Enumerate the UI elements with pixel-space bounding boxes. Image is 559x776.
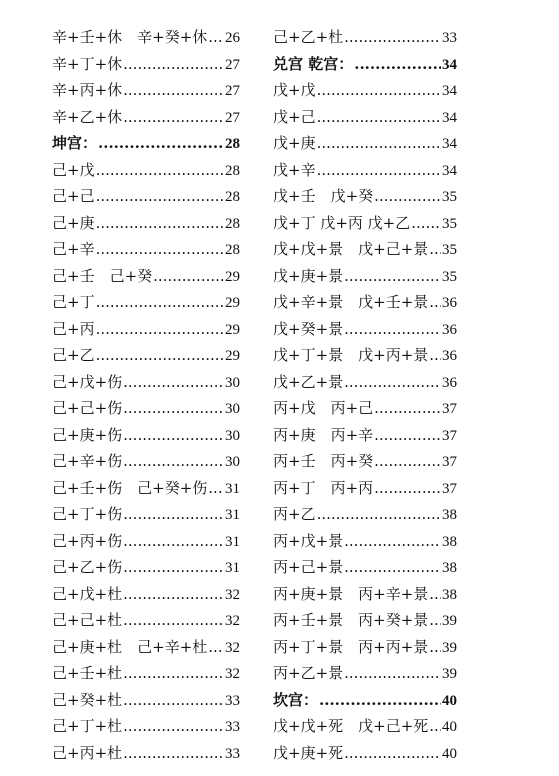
dot-leader — [123, 713, 224, 740]
toc-entry-label: 己+壬 己+癸 — [52, 266, 153, 285]
toc-entry — [52, 422, 240, 449]
dot-leader — [123, 581, 224, 608]
dot-leader — [123, 77, 224, 104]
toc-entry — [273, 395, 457, 422]
toc-page-number: 35 — [442, 215, 457, 232]
toc-entry — [52, 51, 240, 78]
toc-page-number: 29 — [225, 348, 240, 364]
toc-page-number: 37 — [442, 427, 457, 444]
toc-entry-label: 丙+乙 — [273, 505, 316, 523]
toc-page-number: 36 — [442, 348, 457, 364]
dot-leader — [96, 210, 224, 237]
toc-entry-label: 辛+壬+休 辛+癸+休 — [52, 28, 208, 46]
toc-entry-label: 丙+己+景 — [273, 558, 344, 576]
toc-entry — [273, 660, 457, 687]
dot-leader — [153, 263, 224, 290]
toc-entry-label: 己+庚+伤 — [52, 425, 123, 444]
toc-entry-label: 丙+乙+景 — [273, 664, 344, 682]
toc-entry — [273, 740, 457, 767]
toc-entry — [273, 607, 457, 634]
toc-entry-label: 戊+壬 戊+癸 — [273, 187, 374, 205]
toc-entry — [52, 634, 240, 661]
toc-page-number: 29 — [225, 268, 240, 285]
dot-leader — [123, 501, 224, 528]
toc-page-number: 32 — [225, 639, 240, 656]
dot-leader — [317, 130, 441, 157]
toc-column-left — [52, 24, 240, 766]
toc-entry — [52, 342, 240, 369]
toc-page-number: 32 — [225, 666, 240, 682]
dot-leader — [344, 660, 441, 687]
toc-entry-label: 戊+庚+死 — [273, 743, 344, 762]
dot-leader — [96, 342, 224, 369]
dot-leader — [429, 581, 441, 608]
toc-entry-label: 己+丁+杜 — [52, 717, 123, 735]
toc-entry-label: 戊+辛+景 戊+壬+景 — [273, 293, 429, 311]
toc-entry — [273, 210, 457, 237]
toc-entry-label: 己+丁 — [52, 293, 95, 311]
toc-page-number: 29 — [225, 321, 240, 338]
toc-page-number: 27 — [225, 83, 240, 99]
toc-entry-label: 戊+戊+死 戊+己+死 — [273, 717, 429, 735]
toc-entry-label: 己+己+伤 — [52, 399, 123, 417]
dot-leader — [344, 263, 441, 290]
toc-page-number: 40 — [442, 745, 457, 762]
dot-leader — [317, 157, 441, 184]
toc-page-number: 40 — [442, 692, 457, 709]
toc-entry — [52, 210, 240, 237]
dot-leader — [123, 51, 224, 78]
toc-page-number: 37 — [442, 480, 457, 497]
toc-entry-label: 丙+壬 丙+癸 — [273, 452, 374, 470]
toc-entry-label: 己+乙+杜 — [273, 28, 344, 46]
toc-entry — [273, 130, 457, 157]
toc-entry-label: 丙+庚 丙+辛 — [273, 425, 374, 444]
toc-section-heading — [273, 687, 457, 714]
toc-entry-label: 己+丙+伤 — [52, 531, 123, 550]
toc-entry — [52, 104, 240, 131]
toc-entry — [273, 77, 457, 104]
toc-page-number: 35 — [442, 242, 457, 258]
toc-entry-label: 戊+庚+景 — [273, 266, 344, 285]
toc-page-number: 40 — [442, 719, 457, 735]
toc-entry — [52, 607, 240, 634]
toc-entry-label: 己+庚+杜 己+辛+杜 — [52, 637, 208, 656]
toc-entry — [273, 713, 457, 740]
toc-entry-label: 己+乙 — [52, 346, 95, 364]
toc-entry — [52, 528, 240, 555]
toc-entry — [273, 528, 457, 555]
toc-page-number: 32 — [225, 613, 240, 629]
dot-leader — [429, 634, 441, 661]
dot-leader — [98, 130, 224, 157]
toc-entry-label: 己+庚 — [52, 213, 95, 232]
toc-entry — [273, 104, 457, 131]
toc-entry-label: 己+辛 — [52, 240, 95, 258]
toc-page-number: 38 — [442, 560, 457, 576]
toc-entry-label: 戊+庚 — [273, 134, 316, 152]
dot-leader — [123, 554, 224, 581]
toc-page-number: 34 — [442, 83, 457, 99]
toc-page-number: 30 — [225, 374, 240, 391]
toc-entry — [52, 369, 240, 396]
dot-leader — [123, 448, 224, 475]
toc-entry — [273, 157, 457, 184]
dot-leader — [374, 395, 441, 422]
toc-entry — [273, 289, 457, 316]
toc-page-number: 33 — [225, 719, 240, 735]
toc-entry — [273, 263, 457, 290]
toc-entry — [273, 554, 457, 581]
toc-entry — [273, 475, 457, 502]
toc-page-number: 39 — [442, 666, 457, 682]
toc-page-number: 35 — [442, 189, 457, 205]
toc-page-number: 37 — [442, 454, 457, 470]
toc-page-number: 27 — [225, 109, 240, 126]
dot-leader — [319, 687, 441, 714]
toc-entry-label: 己+乙+伤 — [52, 558, 123, 576]
toc-entry-label: 己+壬+杜 — [52, 664, 123, 682]
toc-page-number: 26 — [225, 30, 240, 46]
toc-entry-label: 己+丙+杜 — [52, 743, 123, 762]
toc-entry — [52, 448, 240, 475]
toc-page-number: 34 — [442, 136, 457, 152]
toc-entry — [52, 289, 240, 316]
toc-entry — [52, 660, 240, 687]
dot-leader — [123, 687, 224, 714]
toc-page-number: 28 — [225, 242, 240, 258]
dot-leader — [123, 660, 224, 687]
toc-entry-label: 辛+丙+休 — [52, 81, 123, 99]
dot-leader — [344, 528, 441, 555]
dot-leader — [344, 369, 441, 396]
toc-page-number: 33 — [225, 745, 240, 762]
dot-leader — [344, 740, 441, 767]
toc-page-number: 30 — [225, 401, 240, 417]
dot-leader — [429, 289, 441, 316]
dot-leader — [208, 634, 224, 661]
dot-leader — [123, 395, 224, 422]
dot-leader — [96, 316, 224, 343]
toc-page-number: 31 — [225, 533, 240, 550]
toc-entry-label: 戊+辛 — [273, 160, 316, 179]
toc-entry — [273, 183, 457, 210]
toc-page-number: 36 — [442, 321, 457, 338]
toc-entry-label: 丙+庚+景 丙+辛+景 — [273, 584, 429, 603]
toc-entry — [273, 236, 457, 263]
toc-entry-label: 坤宫： — [52, 134, 98, 152]
toc-page-number: 36 — [442, 374, 457, 391]
dot-leader — [123, 104, 224, 131]
toc-entry-label: 戊+戊+景 戊+己+景 — [273, 240, 429, 258]
toc-entry — [52, 183, 240, 210]
toc-page-number: 33 — [225, 692, 240, 709]
toc-page-number: 38 — [442, 586, 457, 603]
dot-leader — [208, 475, 224, 502]
toc-page-number: 31 — [225, 507, 240, 523]
dot-leader — [429, 607, 441, 634]
dot-leader — [374, 475, 441, 502]
dot-leader — [317, 501, 441, 528]
toc-entry-label: 戊+丁+景 戊+丙+景 — [273, 346, 429, 364]
toc-entry-label: 坎宫： — [273, 690, 319, 709]
toc-entry-label: 己+壬+伤 己+癸+伤 — [52, 478, 208, 497]
toc-entry-label: 丙+丁+景 丙+丙+景 — [273, 637, 429, 656]
toc-entry-label: 己+己+杜 — [52, 611, 123, 629]
toc-page-number: 31 — [225, 560, 240, 576]
toc-entry — [273, 342, 457, 369]
toc-page-number: 36 — [442, 295, 457, 311]
toc-entry — [52, 475, 240, 502]
dot-leader — [123, 369, 224, 396]
dot-leader — [354, 51, 441, 78]
dot-leader — [123, 528, 224, 555]
toc-entry-label: 己+戊+伤 — [52, 372, 123, 391]
toc-entry — [52, 713, 240, 740]
toc-page-number: 28 — [225, 136, 240, 152]
toc-page-number: 31 — [225, 480, 240, 497]
toc-page-number: 39 — [442, 639, 457, 656]
toc-entry-label: 丙+壬+景 丙+癸+景 — [273, 611, 429, 629]
toc-entry-label: 戊+丁 戊+丙 戊+乙 — [273, 213, 411, 232]
toc-entry — [52, 395, 240, 422]
toc-page-number: 38 — [442, 507, 457, 523]
toc-page-number: 28 — [225, 215, 240, 232]
toc-entry-label: 己+戊+杜 — [52, 584, 123, 603]
toc-entry-label: 丙+戊 丙+己 — [273, 399, 374, 417]
dot-leader — [96, 157, 224, 184]
toc-entry-label: 辛+丁+休 — [52, 54, 123, 73]
toc-entry-label: 兑宫 乾宫： — [273, 54, 354, 73]
toc-entry — [52, 740, 240, 767]
dot-leader — [317, 104, 441, 131]
dot-leader — [429, 342, 441, 369]
toc-page-number: 38 — [442, 533, 457, 550]
toc-entry — [52, 157, 240, 184]
toc-entry — [52, 316, 240, 343]
toc-entry-label: 己+丁+伤 — [52, 505, 123, 523]
dot-leader — [96, 289, 224, 316]
dot-leader — [344, 24, 441, 51]
toc-entry-label: 己+辛+伤 — [52, 452, 123, 470]
toc-entry — [273, 448, 457, 475]
dot-leader — [374, 183, 441, 210]
toc-page-number: 34 — [442, 109, 457, 126]
toc-page-number: 34 — [442, 162, 457, 179]
toc-entry-label: 戊+戊 — [273, 81, 316, 99]
toc-entry — [52, 501, 240, 528]
toc-entry-label: 戊+癸+景 — [273, 319, 344, 338]
toc-entry — [52, 263, 240, 290]
toc-page-number: 32 — [225, 586, 240, 603]
toc-page-number: 35 — [442, 268, 457, 285]
toc-entry-label: 己+癸+杜 — [52, 690, 123, 709]
toc-entry-label: 戊+乙+景 — [273, 372, 344, 391]
toc-entry-label: 己+己 — [52, 187, 95, 205]
dot-leader — [317, 77, 441, 104]
toc-entry-label: 戊+己 — [273, 107, 316, 126]
toc-entry — [52, 236, 240, 263]
dot-leader — [123, 607, 224, 634]
dot-leader — [123, 740, 224, 767]
dot-leader — [374, 448, 441, 475]
dot-leader — [429, 236, 441, 263]
toc-entry — [273, 24, 457, 51]
toc-page-number: 37 — [442, 401, 457, 417]
toc-page-number: 33 — [442, 30, 457, 46]
toc-page-number: 28 — [225, 189, 240, 205]
toc-page-number: 28 — [225, 162, 240, 179]
toc-page-number: 30 — [225, 427, 240, 444]
toc-entry-label: 丙+丁 丙+丙 — [273, 478, 374, 497]
toc-page-number: 34 — [442, 56, 457, 73]
toc-section-heading — [52, 130, 240, 157]
toc-column-right — [273, 24, 457, 766]
dot-leader — [344, 554, 441, 581]
dot-leader — [374, 422, 441, 449]
dot-leader — [123, 422, 224, 449]
toc-entry-label: 辛+乙+休 — [52, 107, 123, 126]
toc-page-number: 30 — [225, 454, 240, 470]
toc-entry — [273, 316, 457, 343]
toc-entry — [273, 581, 457, 608]
dot-leader — [96, 183, 224, 210]
dot-leader — [96, 236, 224, 263]
toc-page-number: 29 — [225, 295, 240, 311]
toc-entry — [52, 77, 240, 104]
toc-section-heading — [273, 51, 457, 78]
dot-leader — [344, 316, 441, 343]
toc-page-number: 39 — [442, 613, 457, 629]
dot-leader — [429, 713, 441, 740]
toc-entry-label: 己+丙 — [52, 319, 95, 338]
dot-leader — [411, 210, 441, 237]
toc-entry — [273, 501, 457, 528]
toc-entry — [273, 422, 457, 449]
toc-entry-label: 己+戊 — [52, 160, 95, 179]
toc-page-number: 27 — [225, 56, 240, 73]
toc-entry — [273, 369, 457, 396]
toc-entry — [52, 554, 240, 581]
toc-entry-label: 丙+戊+景 — [273, 531, 344, 550]
toc-entry — [273, 634, 457, 661]
toc-entry — [52, 687, 240, 714]
toc-entry — [52, 581, 240, 608]
toc-entry — [52, 24, 240, 51]
dot-leader — [208, 24, 224, 51]
